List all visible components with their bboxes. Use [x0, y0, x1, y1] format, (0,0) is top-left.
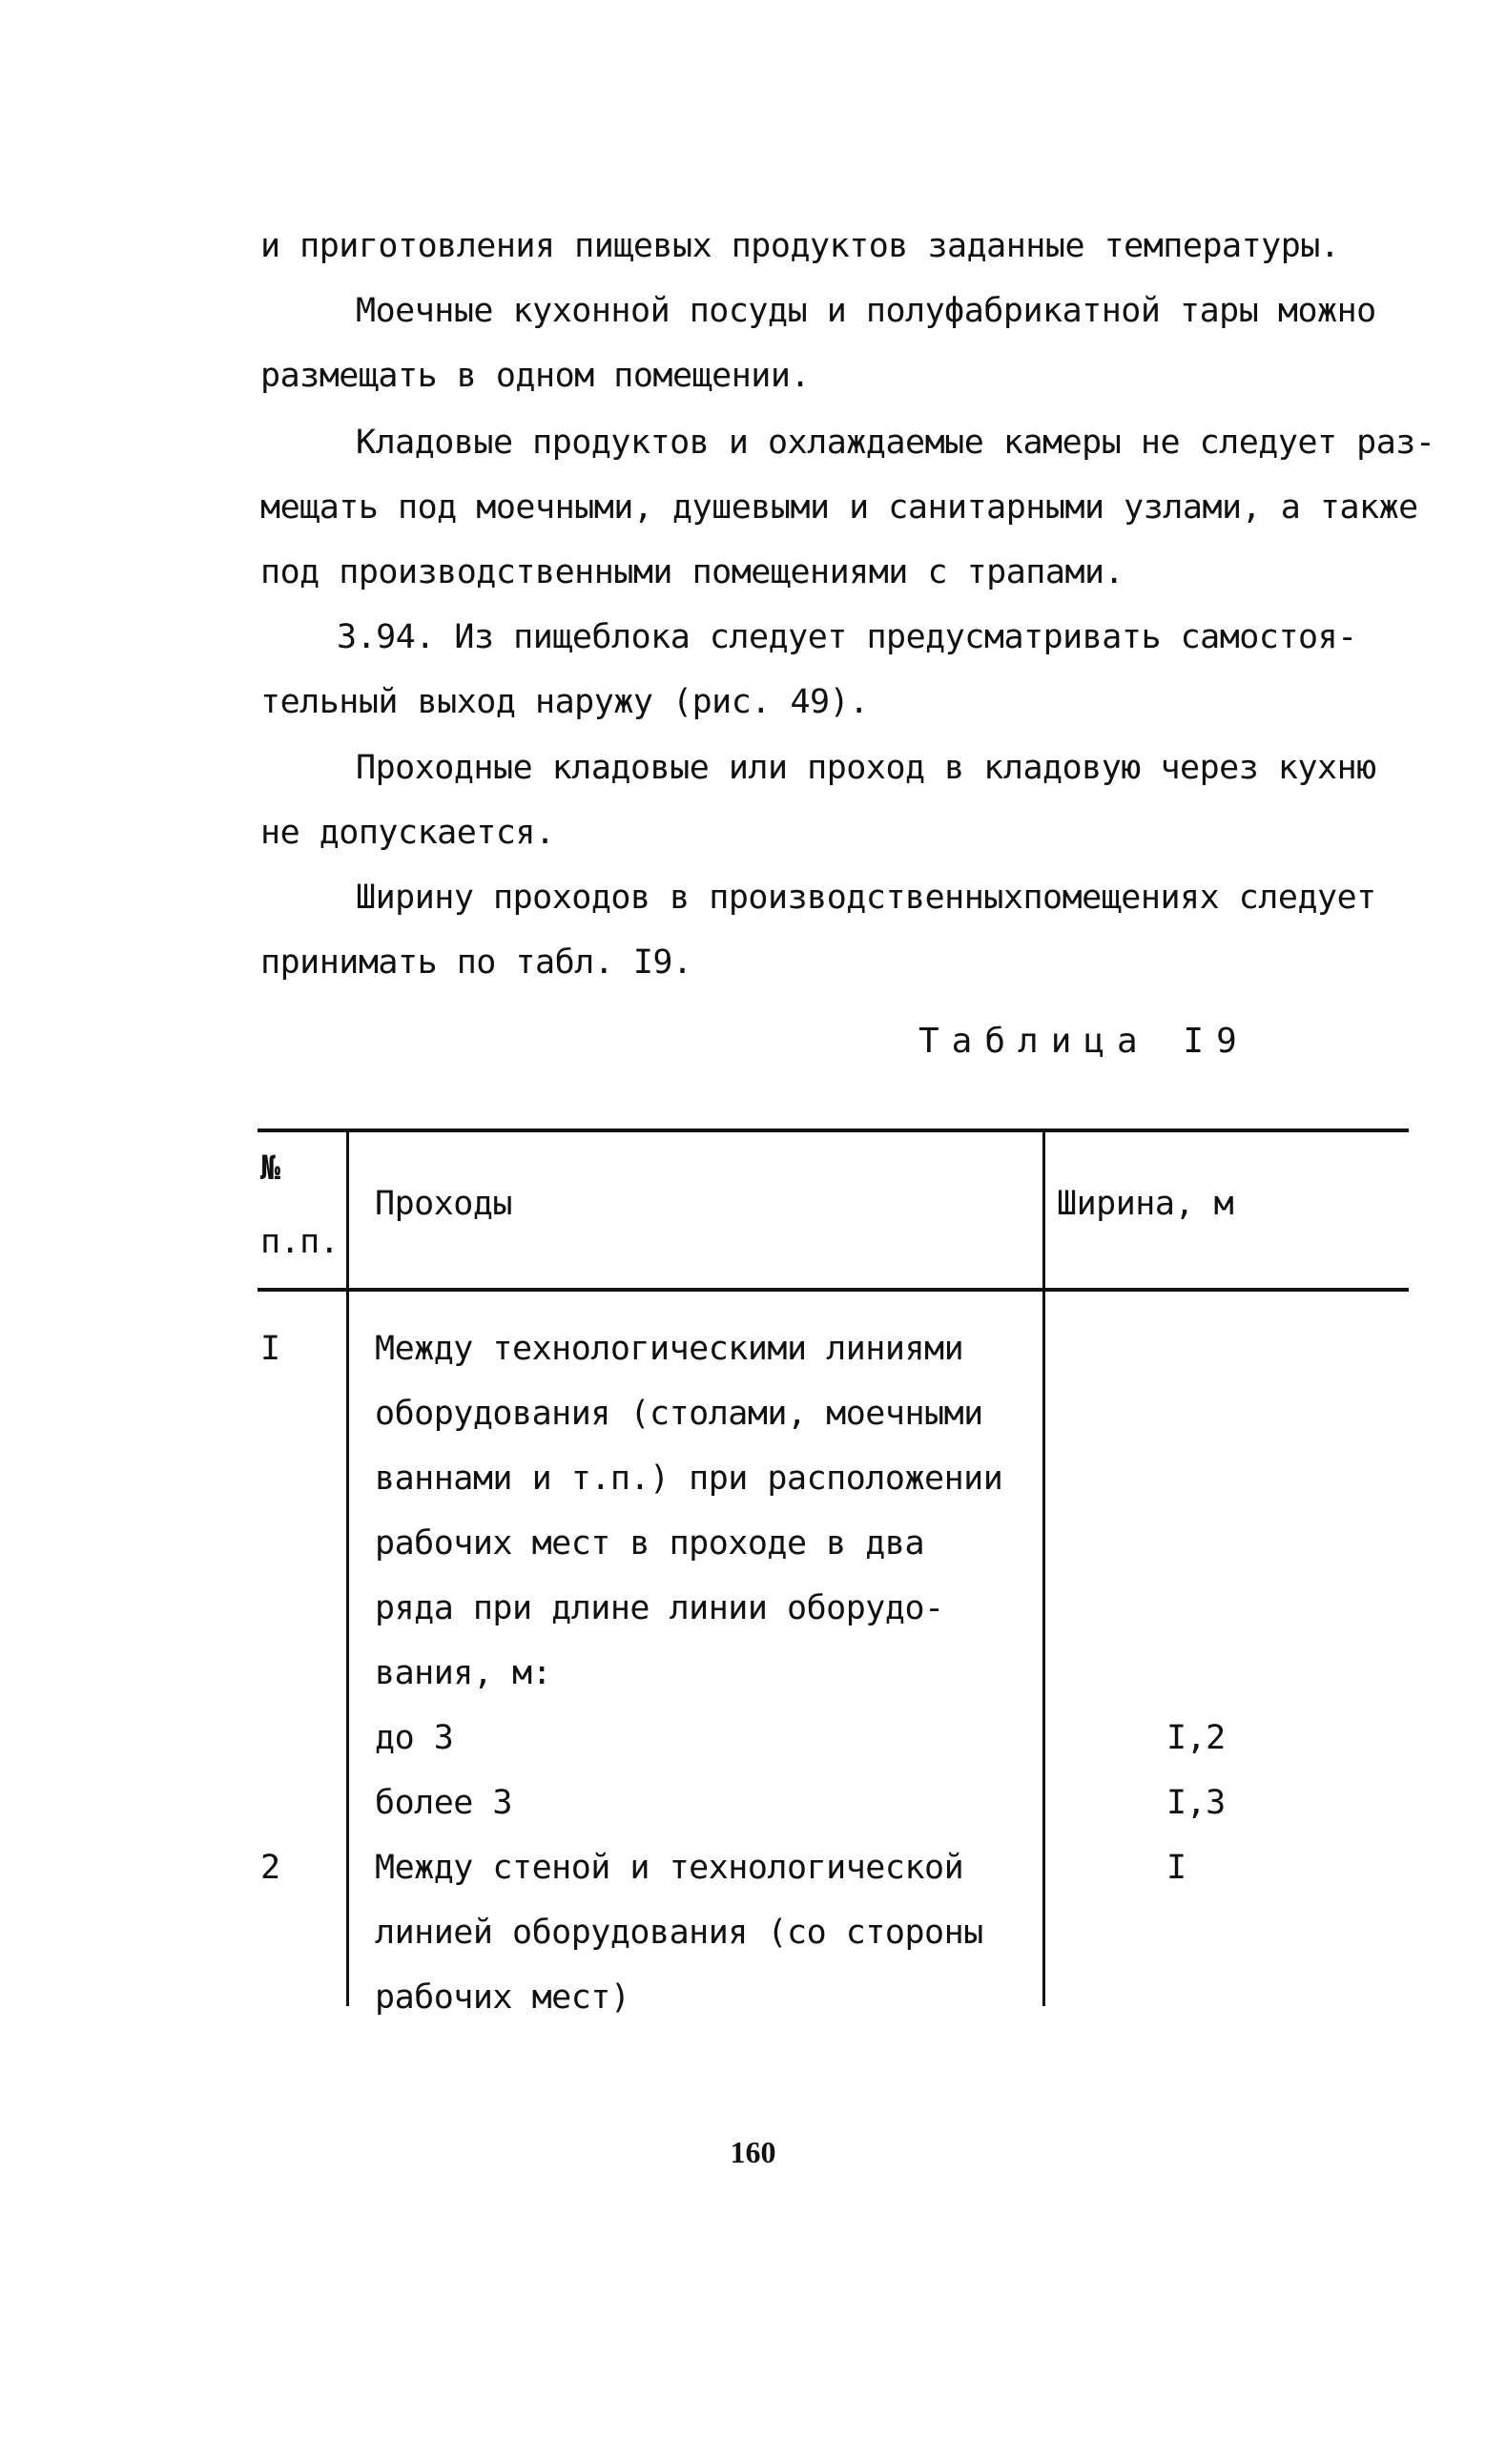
- paragraph-line: 3.94. Из пищеблока следует предусматривать самостоя-: [337, 618, 1357, 656]
- row-sub-label: до 3: [375, 1719, 454, 1757]
- row-sub-label: более 3: [375, 1784, 513, 1822]
- row-number: 2: [260, 1849, 280, 1887]
- table-column-divider: [346, 1128, 349, 2006]
- paragraph-line: под производственными помещениями с трапами.: [260, 553, 1124, 591]
- header-number: п.п.: [260, 1223, 340, 1261]
- header-passage: Проходы: [375, 1185, 513, 1223]
- table-header-rule: [258, 1288, 1409, 1292]
- row-text-line: линией оборудования (со стороны: [375, 1914, 983, 1952]
- paragraph-line: размещать в одном помещении.: [260, 357, 811, 395]
- paragraph-line: не допускается.: [260, 814, 555, 852]
- paragraph-line: мещать под моечными, душевыми и санитарными узлами, а также: [260, 488, 1418, 527]
- row-number: I: [260, 1330, 280, 1368]
- row-text-line: рабочих мест в проходе в два: [375, 1524, 925, 1563]
- paragraph-line: Кладовые продуктов и охлаждаемые камеры не следует раз-: [356, 424, 1435, 462]
- header-width: Ширина, м: [1057, 1185, 1234, 1223]
- row-text-line: рабочих мест): [375, 1978, 630, 2017]
- row-sub-value: I,2: [1166, 1719, 1226, 1757]
- page-number: 160: [730, 2135, 776, 2169]
- table-column-divider: [1042, 1128, 1045, 2006]
- table-caption: Таблица I9: [918, 1022, 1249, 1061]
- table-top-rule: [258, 1128, 1409, 1132]
- paragraph-line: принимать по табл. I9.: [260, 943, 692, 982]
- paragraph-line: Проходные кладовые или проход в кладовую через кухню: [356, 749, 1376, 787]
- paragraph-line: Моечные кухонной посуды и полуфабрикатной тары можно: [356, 292, 1376, 330]
- paragraph-line: Ширину проходов в производственныхпомещениях следует: [356, 879, 1376, 917]
- row-text-line: ваннами и т.п.) при расположении: [375, 1460, 1003, 1498]
- paragraph-line: тельный выход наружу (рис. 49).: [260, 683, 869, 721]
- row-text-line: Между стеной и технологической: [375, 1849, 964, 1887]
- row-value: I: [1166, 1849, 1186, 1887]
- row-text-line: Между технологическими линиями: [375, 1330, 964, 1368]
- row-text-line: оборудования (столами, моечными: [375, 1395, 983, 1433]
- header-number-sign: №: [260, 1149, 280, 1188]
- row-text-line: вания, м:: [375, 1654, 552, 1692]
- row-text-line: ряда при длине линии оборудо-: [375, 1589, 944, 1627]
- paragraph-line: и приготовления пищевых продуктов заданные температуры.: [260, 227, 1340, 265]
- row-sub-value: I,3: [1166, 1784, 1226, 1822]
